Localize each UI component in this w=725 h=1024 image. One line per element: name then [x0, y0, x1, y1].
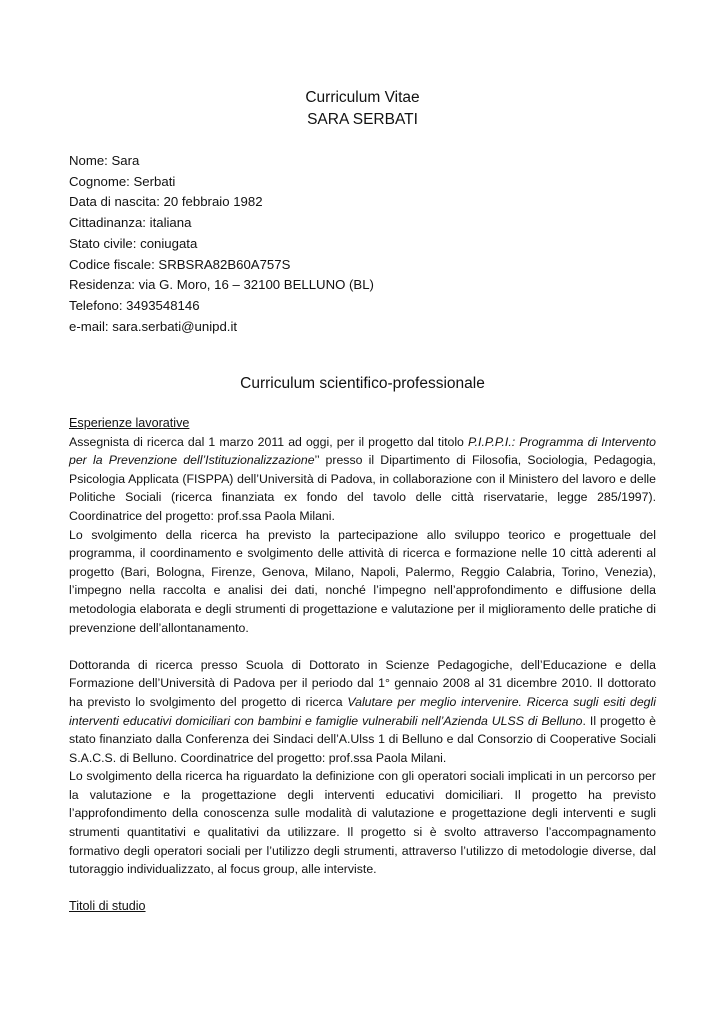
document-title: Curriculum Vitae [305, 89, 420, 106]
job2-paragraph-1 [69, 656, 656, 768]
personal-cognome: Cognome: Serbati [69, 173, 176, 189]
titoli-heading: Titoli di studio [69, 899, 146, 914]
job2-p1-text-c: . Il progetto è stato finanziato dalla Conferenza dei Sindaci dell’A.Ulss 1 di Belluno e dal Consorzio di Cooperative Sociali S.A.C.S. di Belluno. Coordinatrice del progetto: prof.ssa Paola Milani. [69, 713, 657, 765]
title-block [0, 87, 725, 131]
personal-stato-civile: Stato civile: coniugata [69, 235, 198, 251]
job1-paragraph-1 [69, 433, 656, 526]
personal-email: e-mail: sara.serbati@unipd.it [69, 318, 238, 334]
job1-p1-text-a: Assegnista di ricerca dal 1 marzo 2011 ad oggi, per il progetto dal titolo [69, 434, 468, 449]
job1-p1-project-title: P.I.P.P.I.: Programma di Intervento per la Prevenzione dell’Istituzionalizzazione [69, 434, 656, 468]
paragraph-gap [69, 637, 656, 656]
personal-nascita: Data di nascita: 20 febbraio 1982 [69, 194, 263, 210]
personal-telefono: Telefono: 3493548146 [69, 297, 200, 313]
section-heading: Curriculum scientifico-professionale [240, 375, 485, 392]
esperienze-heading: Esperienze lavorative [69, 416, 190, 430]
job2-p1-project-title: Valutare per meglio intervenire. Ricerca sugli esiti degli interventi educativi domiciliari con bambini e famiglie vulnerabili nell’Azienda ULSS di Belluno [69, 694, 656, 728]
personal-nome: Nome: Sara [69, 153, 140, 168]
person-name: SARA SERBATI [307, 111, 418, 128]
job1-p1-text-c: ’’ presso il Dipartimento di Filosofia, Sociologia, Pedagogia, Psicologia Applicata (FISPPA) dell’Università di Padova, in collaborazione con il Ministero del lavoro e delle Politiche Sociali (ricerca finanziata ex fondo del tavolo delle città riservatarie, legge 285/1997). Coordinatrice del progetto: prof.ssa Paola Milani. [69, 453, 656, 523]
paragraph-gap [69, 879, 656, 898]
job2-paragraph-2: Lo svolgimento della ricerca ha riguardato la definizione con gli operatori sociali implicati in un percorso per la valutazione e la progettazione degli interventi educativi domiciliari. Il progetto ha previsto l’approfondimento della conoscenza sulle modalità di valutazione e progettazione degli interventi e sugli strumenti quantitativi e qualitativi da utilizzare. Il progetto si è svolto attraverso l’accompagnamento formativo degli operatori sociali per l’utilizzo degli strumenti, attraverso l’utilizzo di metodologie diverse, dal tutoraggio individualizzato, al focus group, alle interviste. [69, 769, 656, 877]
personal-cittadinanza: Cittadinanza: italiana [69, 215, 192, 231]
job1-paragraph-2: Lo svolgimento della ricerca ha previsto la partecipazione allo sviluppo teorico e progettuale del programma, il coordinamento e svolgimento delle attività di ricerca e formazione nelle 10 città aderenti al progetto (Bari, Bologna, Firenze, Genova, Milano, Napoli, Palermo, Reggio Calabria, Torino, Venezia), l’impegno nella raccolta e analisi dei dati, nonché l’impegno nell’approfondimento e diffusione della metodologia elaborata e degli strumenti di progettazione e valutazione per il miglioramento delle pratiche di prevenzione dell’allontanamento. [69, 527, 656, 635]
job2-p1-text-a: Dottoranda di ricerca presso Scuola di Dottorato in Scienze Pedagogiche, dell’Educazione e della Formazione dell’Università di Padova per il periodo dal 1° gennaio 2008 al 31 dicembre 2010. Il dottorato ha previsto lo svolgimento del progetto di ricerca [69, 657, 656, 709]
personal-info [69, 151, 659, 337]
body-column [69, 414, 656, 916]
personal-residenza: Residenza: via G. Moro, 16 – 32100 BELLUNO (BL) [69, 277, 374, 293]
personal-codice-fiscale: Codice fiscale: SRBSRA82B60A757S [69, 256, 291, 272]
